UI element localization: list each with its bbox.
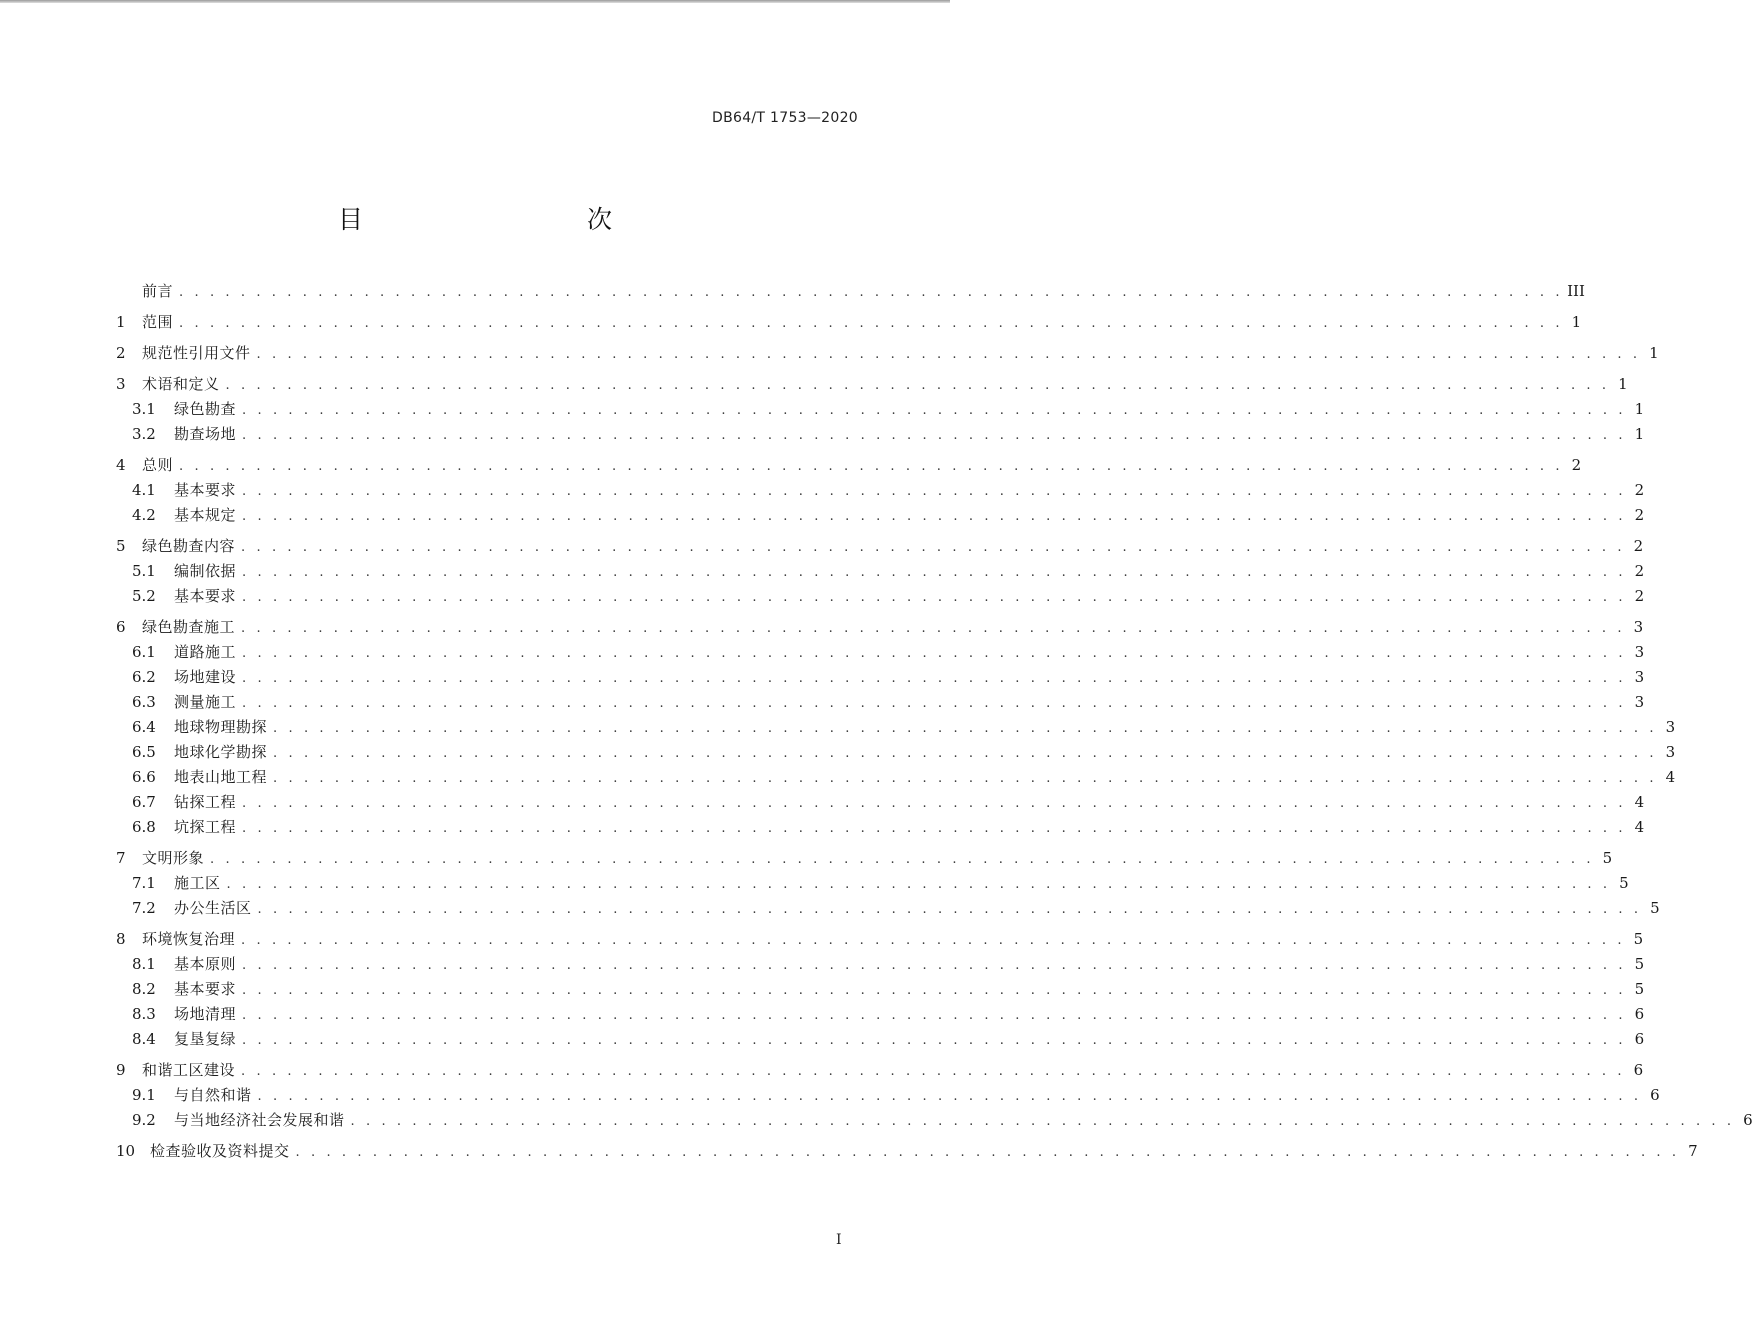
toc-entry-number: 6.8 bbox=[132, 818, 156, 836]
toc-dot-leader: . . . . . . . . . . . . . . . . . . . . . . . . . . . . . . . . . . . . . . . . . . . . . . . . . . . . . . . . . . . . . . . . . . . . . . . . . . . . . . . . . . . . . . . . . . bbox=[273, 771, 1658, 786]
toc-page-number: 1 bbox=[1634, 425, 1645, 443]
toc-entry-number: 2 bbox=[116, 344, 126, 362]
toc-entry-number: 4 bbox=[116, 456, 126, 474]
toc-page-number: 1 bbox=[1571, 313, 1582, 331]
toc-page-number: 2 bbox=[1634, 481, 1645, 499]
toc-page-number: 2 bbox=[1634, 562, 1645, 580]
toc-entry-number: 8 bbox=[116, 930, 126, 948]
toc-subentry[interactable] bbox=[116, 815, 1645, 840]
toc-entry-label: 编制依据 bbox=[174, 562, 237, 580]
toc-entry-number: 6.4 bbox=[132, 718, 156, 736]
toc-dot-leader: . . . . . . . . . . . . . . . . . . . . . . . . . . . . . . . . . . . . . . . . . . . . . . . . . . . . . . . . . . . . . . . . . . . . . . . . . . . . . . . . . . . . . . . . . . bbox=[242, 983, 1627, 998]
toc-entry[interactable] bbox=[116, 372, 1628, 397]
toc-entry-label: 术语和定义 bbox=[142, 375, 220, 393]
toc-entry-label: 地球物理勘探 bbox=[174, 718, 268, 736]
toc-page-number: III bbox=[1567, 282, 1585, 300]
toc-entry-label: 总则 bbox=[142, 456, 174, 474]
toc-entry-number: 8.3 bbox=[132, 1005, 156, 1023]
toc-entry-label: 坑探工程 bbox=[174, 818, 237, 836]
toc-dot-leader: . . . . . . . . . . . . . . . . . . . . . . . . . . . . . . . . . . . . . . . . . . . . . . . . . . . . . . . . . . . . . . . . . . . . . . . . . . . . . . . . . . . . . . . . . . bbox=[241, 540, 1626, 555]
toc-dot-leader: . . . . . . . . . . . . . . . . . . . . . . . . . . . . . . . . . . . . . . . . . . . . . . . . . . . . . . . . . . . . . . . . . . . . . . . . . . . . . . . . . . . . . . . . . . bbox=[242, 958, 1627, 973]
toc-entry-number: 4.2 bbox=[132, 506, 156, 524]
toc-subentry[interactable] bbox=[116, 1027, 1645, 1052]
toc-dot-leader: . . . . . . . . . . . . . . . . . . . . . . . . . . . . . . . . . . . . . . . . . . . . . . . . . . . . . . . . . . . . . . . . . . . . . . . . . . . . . . . . . . . . . . . . . . bbox=[242, 428, 1627, 443]
toc-dot-leader: . . . . . . . . . . . . . . . . . . . . . . . . . . . . . . . . . . . . . . . . . . . . . . . . . . . . . . . . . . . . . . . . . . . . . . . . . . . . . . . . . . . . . . . . . . bbox=[179, 285, 1564, 300]
toc-subentry[interactable] bbox=[116, 1083, 1660, 1108]
toc-page-number: 1 bbox=[1618, 375, 1628, 393]
toc-page-number: 3 bbox=[1633, 618, 1644, 636]
toc-entry-label: 地表山地工程 bbox=[174, 768, 268, 786]
toc-entry-number: 9.1 bbox=[132, 1086, 156, 1104]
toc-dot-leader: . . . . . . . . . . . . . . . . . . . . . . . . . . . . . . . . . . . . . . . . . . . . . . . . . . . . . . . . . . . . . . . . . . . . . . . . . . . . . . . . . . . . . . . . . . bbox=[242, 565, 1627, 580]
toc-subentry[interactable] bbox=[116, 640, 1645, 665]
toc-entry-label: 绿色勘查施工 bbox=[142, 618, 236, 636]
toc-entry-number: 5 bbox=[116, 537, 126, 555]
table-of-contents bbox=[116, 279, 1753, 1164]
toc-entry[interactable] bbox=[116, 279, 1585, 304]
toc-entry-number: 9 bbox=[116, 1061, 126, 1079]
toc-entry-label: 基本原则 bbox=[174, 955, 237, 973]
toc-dot-leader: . . . . . . . . . . . . . . . . . . . . . . . . . . . . . . . . . . . . . . . . . . . . . . . . . . . . . . . . . . . . . . . . . . . . . . . . . . . . . . . . . . . . . . . . . . bbox=[257, 1089, 1642, 1104]
toc-page-number: 3 bbox=[1665, 743, 1676, 761]
toc-entry-number: 6.5 bbox=[132, 743, 156, 761]
toc-subentry[interactable] bbox=[116, 665, 1645, 690]
toc-dot-leader: . . . . . . . . . . . . . . . . . . . . . . . . . . . . . . . . . . . . . . . . . . . . . . . . . . . . . . . . . . . . . . . . . . . . . . . . . . . . . . . . . . . . . . . . . . bbox=[225, 378, 1610, 393]
toc-entry-label: 基本规定 bbox=[174, 506, 237, 524]
toc-dot-leader: . . . . . . . . . . . . . . . . . . . . . . . . . . . . . . . . . . . . . . . . . . . . . . . . . . . . . . . . . . . . . . . . . . . . . . . . . . . . . . . . . . . . . . . . . . bbox=[295, 1145, 1680, 1160]
toc-page-number: 3 bbox=[1665, 718, 1676, 736]
toc-entry[interactable] bbox=[116, 310, 1582, 335]
toc-entry-number: 7.2 bbox=[132, 899, 156, 917]
toc-entry-number: 5.1 bbox=[132, 562, 156, 580]
toc-entry-number: 3.1 bbox=[132, 400, 156, 418]
toc-entry-number: 5.2 bbox=[132, 587, 156, 605]
toc-dot-leader: . . . . . . . . . . . . . . . . . . . . . . . . . . . . . . . . . . . . . . . . . . . . . . . . . . . . . . . . . . . . . . . . . . . . . . . . . . . . . . . . . . . . . . . . . . bbox=[242, 821, 1627, 836]
toc-page-number: 2 bbox=[1634, 587, 1645, 605]
toc-entry-label: 地球化学勘探 bbox=[174, 743, 268, 761]
toc-subentry[interactable] bbox=[116, 871, 1629, 896]
toc-dot-leader: . . . . . . . . . . . . . . . . . . . . . . . . . . . . . . . . . . . . . . . . . . . . . . . . . . . . . . . . . . . . . . . . . . . . . . . . . . . . . . . . . . . . . . . . . . bbox=[242, 796, 1627, 811]
toc-subentry[interactable] bbox=[116, 422, 1645, 447]
toc-subentry[interactable] bbox=[116, 584, 1645, 609]
toc-entry-label: 绿色勘查内容 bbox=[142, 537, 236, 555]
top-border-line bbox=[0, 0, 950, 3]
toc-dot-leader: . . . . . . . . . . . . . . . . . . . . . . . . . . . . . . . . . . . . . . . . . . . . . . . . . . . . . . . . . . . . . . . . . . . . . . . . . . . . . . . . . . . . . . . . . . bbox=[242, 671, 1627, 686]
toc-dot-leader: . . . . . . . . . . . . . . . . . . . . . . . . . . . . . . . . . . . . . . . . . . . . . . . . . . . . . . . . . . . . . . . . . . . . . . . . . . . . . . . . . . . . . . . . . . bbox=[256, 347, 1641, 362]
toc-dot-leader: . . . . . . . . . . . . . . . . . . . . . . . . . . . . . . . . . . . . . . . . . . . . . . . . . . . . . . . . . . . . . . . . . . . . . . . . . . . . . . . . . . . . . . . . . . bbox=[242, 484, 1627, 499]
page-number: I bbox=[836, 1232, 842, 1248]
toc-dot-leader: . . . . . . . . . . . . . . . . . . . . . . . . . . . . . . . . . . . . . . . . . . . . . . . . . . . . . . . . . . . . . . . . . . . . . . . . . . . . . . . . . . . . . . . . . . bbox=[242, 509, 1627, 524]
toc-page-number: 2 bbox=[1633, 537, 1644, 555]
toc-subentry[interactable] bbox=[116, 977, 1645, 1002]
toc-page-number: 4 bbox=[1665, 768, 1676, 786]
standard-code: DB64/T 1753—2020 bbox=[712, 110, 858, 126]
toc-dot-leader: . . . . . . . . . . . . . . . . . . . . . . . . . . . . . . . . . . . . . . . . . . . . . . . . . . . . . . . . . . . . . . . . . . . . . . . . . . . . . . . . . . . . . . . . . . bbox=[242, 646, 1627, 661]
toc-entry-number: 6 bbox=[116, 618, 126, 636]
toc-page-number: 2 bbox=[1634, 506, 1645, 524]
toc-dot-leader: . . . . . . . . . . . . . . . . . . . . . . . . . . . . . . . . . . . . . . . . . . . . . . . . . . . . . . . . . . . . . . . . . . . . . . . . . . . . . . . . . . . . . . . . . . bbox=[179, 316, 1564, 331]
toc-entry-label: 勘查场地 bbox=[174, 425, 237, 443]
toc-dot-leader: . . . . . . . . . . . . . . . . . . . . . . . . . . . . . . . . . . . . . . . . . . . . . . . . . . . . . . . . . . . . . . . . . . . . . . . . . . . . . . . . . . . . . . . . . . bbox=[273, 746, 1658, 761]
toc-entry-label: 基本要求 bbox=[174, 481, 237, 499]
toc-page-number: 5 bbox=[1619, 874, 1629, 892]
toc-entry-number: 9.2 bbox=[132, 1111, 156, 1129]
toc-entry-label: 与当地经济社会发展和谐 bbox=[174, 1111, 345, 1129]
toc-dot-leader: . . . . . . . . . . . . . . . . . . . . . . . . . . . . . . . . . . . . . . . . . . . . . . . . . . . . . . . . . . . . . . . . . . . . . . . . . . . . . . . . . . . . . . . . . . bbox=[242, 403, 1627, 418]
toc-entry-number: 6.6 bbox=[132, 768, 156, 786]
toc-entry-label: 绿色勘查 bbox=[174, 400, 237, 418]
toc-entry-number: 1 bbox=[116, 313, 126, 331]
toc-entry-number: 3 bbox=[116, 375, 126, 393]
toc-entry-label: 场地建设 bbox=[174, 668, 237, 686]
toc-entry[interactable] bbox=[116, 453, 1582, 478]
toc-subentry[interactable] bbox=[116, 1002, 1645, 1027]
toc-dot-leader: . . . . . . . . . . . . . . . . . . . . . . . . . . . . . . . . . . . . . . . . . . . . . . . . . . . . . . . . . . . . . . . . . . . . . . . . . . . . . . . . . . . . . . . . . . bbox=[242, 696, 1627, 711]
toc-subentry[interactable] bbox=[116, 397, 1645, 422]
toc-entry-number: 10 bbox=[116, 1142, 136, 1160]
toc-subentry[interactable] bbox=[116, 765, 1676, 790]
toc-subentry[interactable] bbox=[116, 559, 1645, 584]
toc-entry[interactable] bbox=[116, 846, 1613, 871]
toc-page-number: 7 bbox=[1688, 1142, 1698, 1160]
toc-page-number: 3 bbox=[1634, 693, 1645, 711]
toc-page-number: 5 bbox=[1650, 899, 1660, 917]
toc-dot-leader: . . . . . . . . . . . . . . . . . . . . . . . . . . . . . . . . . . . . . . . . . . . . . . . . . . . . . . . . . . . . . . . . . . . . . . . . . . . . . . . . . . . . . . . . . . bbox=[210, 852, 1595, 867]
toc-entry-label: 道路施工 bbox=[174, 643, 237, 661]
toc-entry[interactable] bbox=[116, 1058, 1644, 1083]
toc-page-number: 1 bbox=[1634, 400, 1645, 418]
toc-dot-leader: . . . . . . . . . . . . . . . . . . . . . . . . . . . . . . . . . . . . . . . . . . . . . . . . . . . . . . . . . . . . . . . . . . . . . . . . . . . . . . . . . . . . . . . . . . bbox=[257, 902, 1642, 917]
toc-page-number: 6 bbox=[1633, 1061, 1644, 1079]
toc-subentry[interactable] bbox=[116, 478, 1645, 503]
toc-entry-label: 办公生活区 bbox=[174, 899, 252, 917]
toc-entry[interactable] bbox=[116, 534, 1644, 559]
toc-page-number: 5 bbox=[1634, 980, 1645, 998]
toc-entry-label: 和谐工区建设 bbox=[142, 1061, 236, 1079]
toc-page-number: 6 bbox=[1634, 1030, 1645, 1048]
toc-entry-number: 7.1 bbox=[132, 874, 156, 892]
toc-dot-leader: . . . . . . . . . . . . . . . . . . . . . . . . . . . . . . . . . . . . . . . . . . . . . . . . . . . . . . . . . . . . . . . . . . . . . . . . . . . . . . . . . . . . . . . . . . bbox=[241, 1064, 1626, 1079]
toc-subentry[interactable] bbox=[116, 896, 1660, 921]
toc-entry-label: 基本要求 bbox=[174, 587, 237, 605]
toc-page-number: 4 bbox=[1634, 818, 1645, 836]
toc-entry[interactable] bbox=[116, 1139, 1698, 1164]
toc-entry-number: 8.4 bbox=[132, 1030, 156, 1048]
toc-subentry[interactable] bbox=[116, 790, 1645, 815]
toc-entry-number: 8.1 bbox=[132, 955, 156, 973]
toc-entry-label: 场地清理 bbox=[174, 1005, 237, 1023]
toc-dot-leader: . . . . . . . . . . . . . . . . . . . . . . . . . . . . . . . . . . . . . . . . . . . . . . . . . . . . . . . . . . . . . . . . . . . . . . . . . . . . . . . . . . . . . . . . . . bbox=[226, 877, 1611, 892]
toc-page-number: 5 bbox=[1634, 955, 1645, 973]
toc-entry-label: 规范性引用文件 bbox=[142, 344, 251, 362]
toc-entry-label: 前言 bbox=[142, 282, 174, 300]
toc-entry-number: 3.2 bbox=[132, 425, 156, 443]
toc-subentry[interactable] bbox=[116, 503, 1645, 528]
toc-entry-label: 文明形象 bbox=[142, 849, 205, 867]
toc-dot-leader: . . . . . . . . . . . . . . . . . . . . . . . . . . . . . . . . . . . . . . . . . . . . . . . . . . . . . . . . . . . . . . . . . . . . . . . . . . . . . . . . . . . . . . . . . . bbox=[241, 933, 1626, 948]
toc-entry-number: 8.2 bbox=[132, 980, 156, 998]
toc-dot-leader: . . . . . . . . . . . . . . . . . . . . . . . . . . . . . . . . . . . . . . . . . . . . . . . . . . . . . . . . . . . . . . . . . . . . . . . . . . . . . . . . . . . . . . . . . . bbox=[242, 590, 1627, 605]
toc-entry-label: 复垦复绿 bbox=[174, 1030, 237, 1048]
toc-entry-label: 检查验收及资料提交 bbox=[150, 1142, 290, 1160]
toc-subentry[interactable] bbox=[116, 1108, 1753, 1133]
toc-page-number: 3 bbox=[1634, 643, 1645, 661]
toc-dot-leader: . . . . . . . . . . . . . . . . . . . . . . . . . . . . . . . . . . . . . . . . . . . . . . . . . . . . . . . . . . . . . . . . . . . . . . . . . . . . . . . . . . . . . . . . . . bbox=[179, 459, 1564, 474]
toc-subentry[interactable] bbox=[116, 715, 1676, 740]
toc-page-number: 6 bbox=[1650, 1086, 1660, 1104]
toc-subentry[interactable] bbox=[116, 690, 1645, 715]
toc-page-number: 2 bbox=[1571, 456, 1582, 474]
toc-page-number: 4 bbox=[1634, 793, 1645, 811]
toc-page-number: 5 bbox=[1602, 849, 1613, 867]
toc-entry[interactable] bbox=[116, 341, 1659, 366]
toc-entry-number: 6.3 bbox=[132, 693, 156, 711]
toc-entry-label: 钻探工程 bbox=[174, 793, 237, 811]
toc-entry-label: 测量施工 bbox=[174, 693, 237, 711]
toc-entry-number: 7 bbox=[116, 849, 126, 867]
toc-entry-label: 基本要求 bbox=[174, 980, 237, 998]
toc-dot-leader: . . . . . . . . . . . . . . . . . . . . . . . . . . . . . . . . . . . . . . . . . . . . . . . . . . . . . . . . . . . . . . . . . . . . . . . . . . . . . . . . . . . . . . . . . . bbox=[241, 621, 1626, 636]
toc-entry[interactable] bbox=[116, 927, 1644, 952]
toc-entry-label: 环境恢复治理 bbox=[142, 930, 236, 948]
toc-page-number: 3 bbox=[1634, 668, 1645, 686]
toc-dot-leader: . . . . . . . . . . . . . . . . . . . . . . . . . . . . . . . . . . . . . . . . . . . . . . . . . . . . . . . . . . . . . . . . . . . . . . . . . . . . . . . . . . . . . . . . . . bbox=[242, 1008, 1627, 1023]
toc-entry-number: 6.2 bbox=[132, 668, 156, 686]
toc-dot-leader: . . . . . . . . . . . . . . . . . . . . . . . . . . . . . . . . . . . . . . . . . . . . . . . . . . . . . . . . . . . . . . . . . . . . . . . . . . . . . . . . . . . . . . . . . . bbox=[350, 1114, 1735, 1129]
toc-entry-label: 范围 bbox=[142, 313, 174, 331]
toc-entry-label: 施工区 bbox=[174, 874, 221, 892]
toc-page-number: 5 bbox=[1633, 930, 1644, 948]
toc-subentry[interactable] bbox=[116, 952, 1645, 977]
toc-page-number: 6 bbox=[1634, 1005, 1645, 1023]
toc-entry-label: 与自然和谐 bbox=[174, 1086, 252, 1104]
toc-dot-leader: . . . . . . . . . . . . . . . . . . . . . . . . . . . . . . . . . . . . . . . . . . . . . . . . . . . . . . . . . . . . . . . . . . . . . . . . . . . . . . . . . . . . . . . . . . bbox=[242, 1033, 1627, 1048]
toc-entry[interactable] bbox=[116, 615, 1644, 640]
toc-entry-number: 4.1 bbox=[132, 481, 156, 499]
toc-page-number: 1 bbox=[1649, 344, 1659, 362]
toc-entry-number: 6.1 bbox=[132, 643, 156, 661]
toc-dot-leader: . . . . . . . . . . . . . . . . . . . . . . . . . . . . . . . . . . . . . . . . . . . . . . . . . . . . . . . . . . . . . . . . . . . . . . . . . . . . . . . . . . . . . . . . . . bbox=[273, 721, 1658, 736]
toc-page-number: 6 bbox=[1743, 1111, 1753, 1129]
toc-subentry[interactable] bbox=[116, 740, 1676, 765]
toc-title: 目 次 bbox=[337, 205, 670, 234]
toc-entry-number: 6.7 bbox=[132, 793, 156, 811]
